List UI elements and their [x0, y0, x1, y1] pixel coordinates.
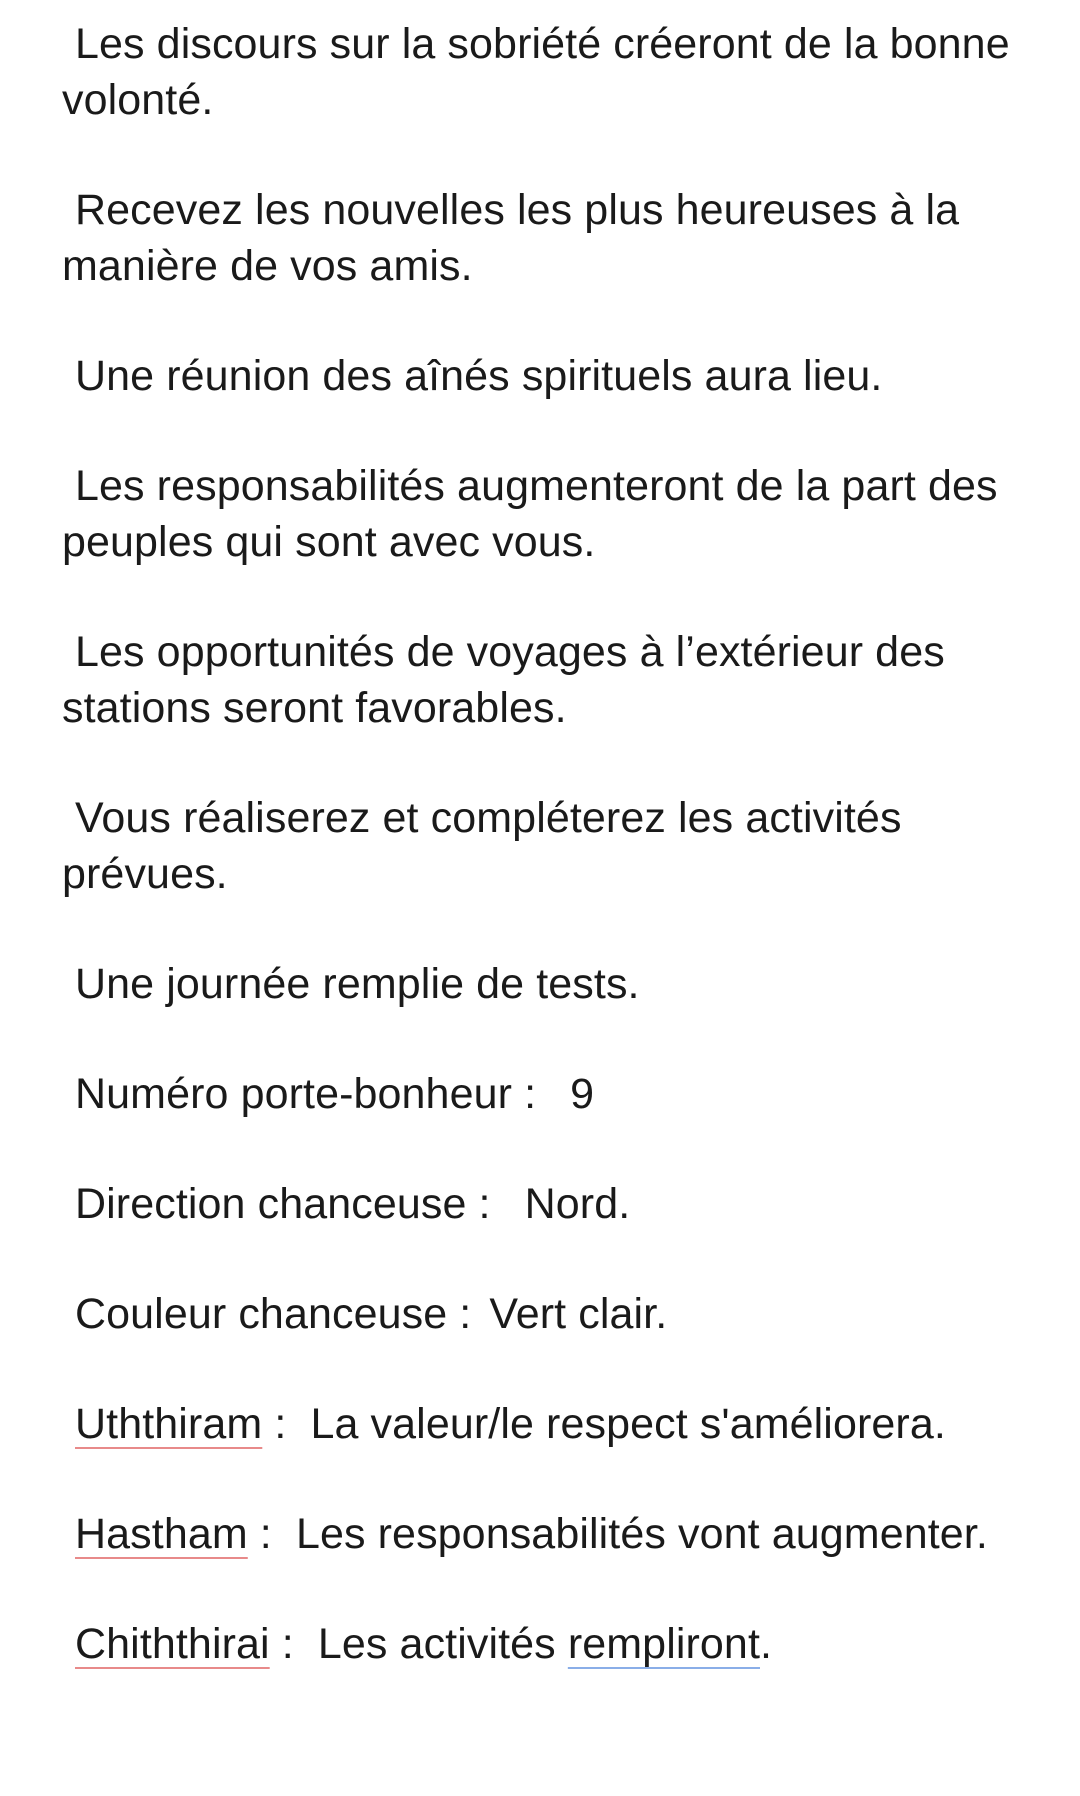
nakshatra-line: Uththiram : La valeur/le respect s'améliorera. — [62, 1396, 1022, 1452]
nakshatra-name: Uththiram — [75, 1400, 263, 1448]
lucky-direction-line — [62, 1176, 1022, 1232]
nakshatra-line: Hastham : Les responsabilités vont augmenter. — [62, 1506, 1022, 1562]
paragraph: Les responsabilités augmenteront de la part des peuples qui sont avec vous. — [62, 462, 1010, 566]
nakshatra-text: Les responsabilités vont augmenter. — [295, 1510, 988, 1558]
document-body — [62, 16, 1022, 1726]
lucky-direction-value: Nord. — [524, 1180, 631, 1228]
paragraph: Les opportunités de voyages à l’extérieur des stations seront favorables. — [62, 628, 957, 732]
lucky-number-line — [62, 1066, 1022, 1122]
lucky-number-label: Numéro porte-bonheur : — [75, 1070, 537, 1118]
paragraph: Vous réaliserez et compléterez les activités prévues. — [62, 794, 914, 898]
nakshatra-name: Hastham — [75, 1510, 248, 1558]
nakshatra-text-underlined: rempliront — [567, 1620, 760, 1668]
paragraph: Recevez les nouvelles les plus heureuses à la manière de vos amis. — [62, 186, 972, 290]
lucky-color-value: Vert clair. — [489, 1290, 668, 1338]
nakshatra-line: Chiththirai : Les activités rempliront. — [62, 1616, 1022, 1672]
lucky-color-line — [62, 1286, 1022, 1342]
nakshatra-text: La valeur/le respect s'améliorera. — [310, 1400, 946, 1448]
paragraph: Une réunion des aînés spirituels aura lieu. — [75, 352, 883, 400]
paragraph: Les discours sur la sobriété créeront de la bonne volonté. — [62, 20, 1022, 124]
lucky-number-value: 9 — [570, 1070, 595, 1118]
nakshatra-text: Les activités — [317, 1620, 568, 1668]
paragraph: Une journée remplie de tests. — [75, 960, 640, 1008]
lucky-direction-label: Direction chanceuse : — [75, 1180, 491, 1228]
lucky-color-label: Couleur chanceuse : — [75, 1290, 472, 1338]
nakshatra-name: Chiththirai — [75, 1620, 270, 1668]
